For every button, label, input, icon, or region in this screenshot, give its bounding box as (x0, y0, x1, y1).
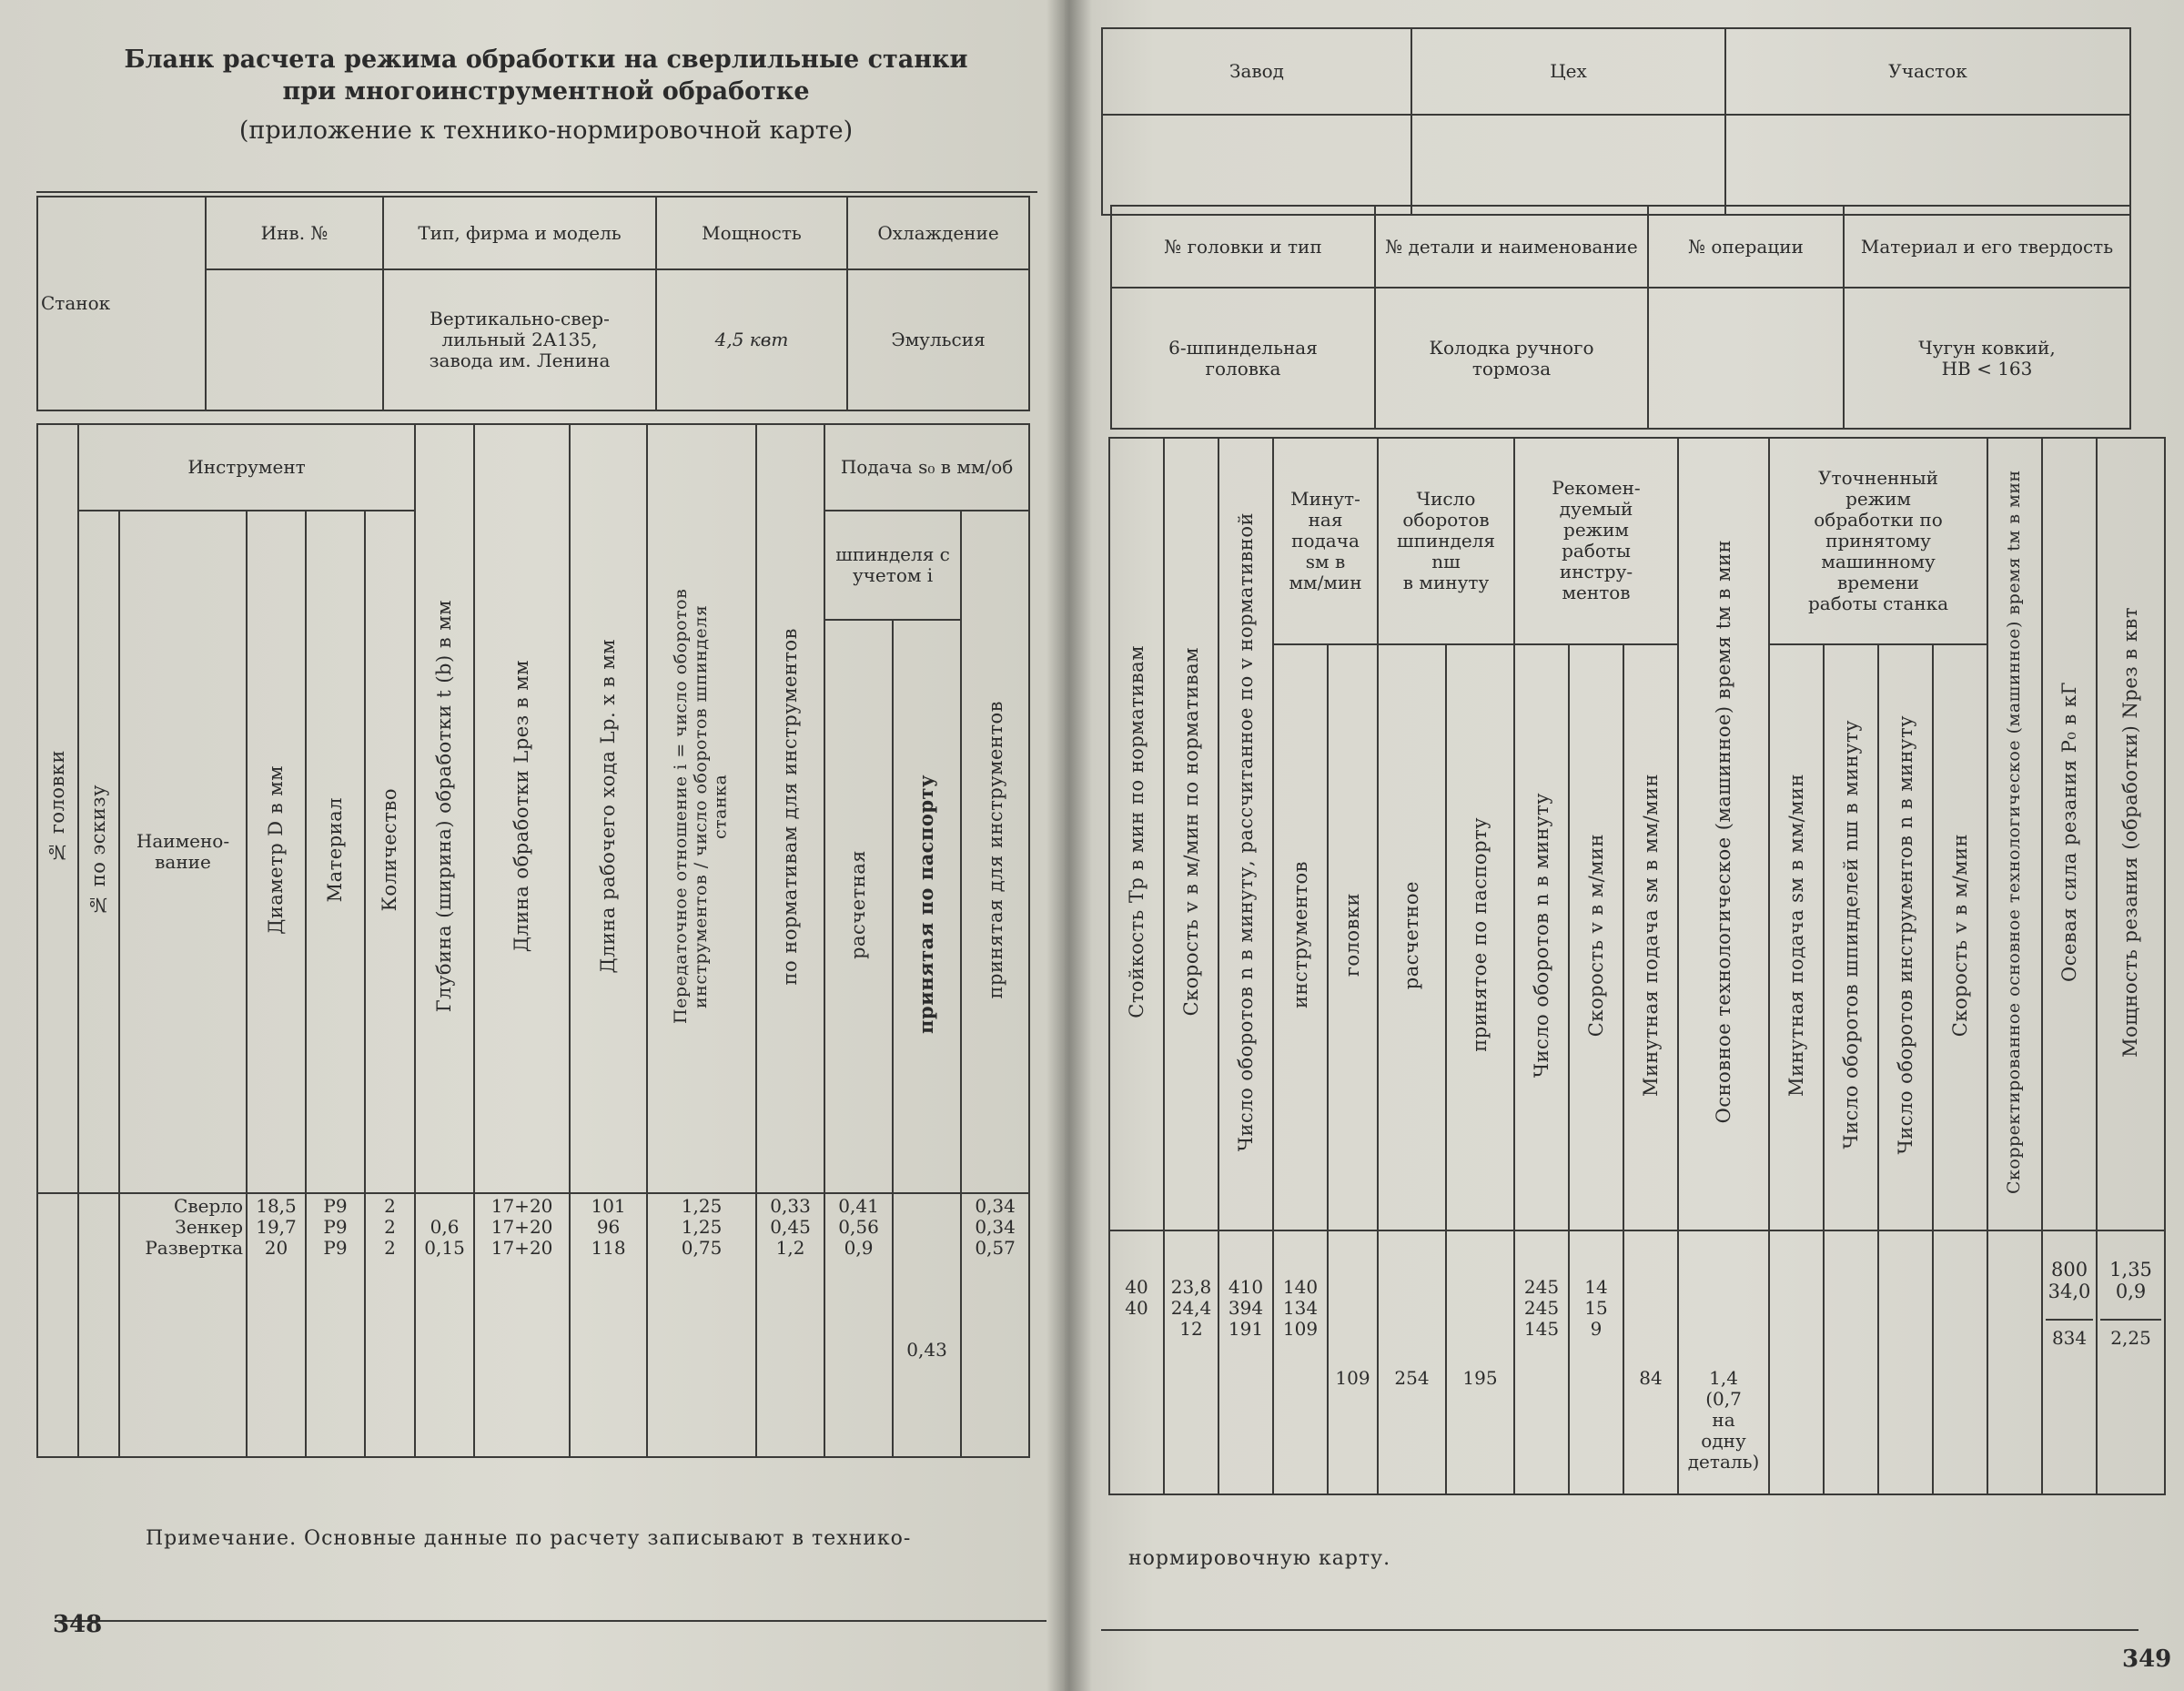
group-recommended: Рекомен- дуемый режим работы инстру- ментов (1514, 438, 1678, 644)
cell-rec-speed: 14 15 9 (1569, 1230, 1623, 1494)
col-l-cut: Длина обработки Lрез в мм (511, 660, 533, 953)
cell-material: Р9 Р9 Р9 (306, 1193, 365, 1457)
cell-rec-feed: 84 (1623, 1230, 1678, 1494)
divider (36, 191, 1037, 193)
col-sketch-no: № по эскизу (87, 784, 110, 916)
col-l-stroke: Длина рабочего хода Lр. х в мм (597, 639, 620, 974)
value-operation (1648, 288, 1844, 429)
right-page (1065, 0, 2184, 1691)
value-power: 4,5 квт (656, 269, 847, 410)
group-feed: Подача s₀ в мм/об (824, 424, 1029, 511)
col-feed-passport: принятая по паспорту (915, 775, 938, 1034)
note-text-cont: нормировочную карту. (1128, 1547, 1391, 1570)
col-rec-speed: Скорость v в м/мин (1584, 833, 1607, 1037)
form-title: Бланк расчета режима обработки на сверлильные станки при многоинструментной обработке (124, 46, 968, 106)
col-head-no: № головки (46, 750, 69, 863)
col-ref-feed: Минутная подача sм в мм/мин (1785, 773, 1807, 1097)
form-subtitle: (приложение к технико-нормировочной карте) (238, 116, 854, 145)
header-shop: Цех (1411, 28, 1725, 115)
header-plant: Завод (1102, 28, 1411, 115)
header-cooling: Охлаждение (847, 197, 1029, 269)
group-spindle-rpm: Число оборотов шпинделя nш в минуту (1378, 438, 1514, 644)
cell-speed-norm: 23,8 24,4 12 (1164, 1230, 1218, 1494)
cell-power-total: 2,25 (2100, 1319, 2161, 1349)
cell-feed-calc: 0,41 0,56 0,9 (824, 1193, 893, 1457)
cell-diameter: 18,5 19,7 20 (247, 1193, 306, 1457)
tool-table (36, 423, 1028, 1458)
group-minute-feed: Минут- ная подача sм в мм/мин (1273, 438, 1378, 644)
col-rpm-passport: принятое по паспорту (1469, 817, 1491, 1053)
header-power: Мощность (656, 197, 847, 269)
col-quantity: Количество (379, 787, 401, 912)
regime-table (1108, 437, 2152, 1495)
cell-ratio: 1,25 1,25 0,75 (647, 1193, 756, 1457)
col-name: Наимено- вание (119, 511, 247, 1193)
col-ref-tool-rpm: Число оборотов инструментов n в минуту (1894, 715, 1916, 1155)
header-inv-no: Инв. № (206, 197, 383, 269)
machine-row-label: Станок (37, 197, 206, 410)
note-text: Примечание. Основные данные по расчету записывают в технико- (146, 1527, 912, 1550)
cell-head-no (37, 1193, 78, 1457)
value-part: Колодка ручного тормоза (1375, 288, 1648, 429)
header-type-model: Тип, фирма и модель (383, 197, 656, 269)
col-rpm-calc: расчетное (1400, 880, 1423, 989)
machine-table (36, 196, 1028, 411)
value-inv-no (206, 269, 383, 410)
header-section: Участок (1725, 28, 2130, 115)
col-ratio: Передаточное отношение i = число оборотов инструментов / число оборотов шпинделя станка (671, 588, 731, 1025)
value-head-type: 6-шпиндельная головка (1111, 288, 1375, 429)
col-axial-force: Осевая сила резания P₀ в кГ (2058, 682, 2080, 982)
value-cooling: Эмульсия (847, 269, 1029, 410)
col-feed-norm: по нормативам для инструментов (779, 627, 802, 986)
group-tool: Инструмент (78, 424, 415, 511)
col-rpm-norm: Число оборотов n в минуту, рассчитанное по v нормативной (1234, 511, 1257, 1152)
col-speed-norm: Скорость v в м/мин по нормативам (1179, 647, 1202, 1017)
cell-axial-force-total: 834 (2046, 1319, 2093, 1349)
header-part: № детали и наименование (1375, 206, 1648, 288)
cell-rec-rpm: 245 245 145 (1514, 1230, 1569, 1494)
col-material: Материал (324, 796, 347, 903)
book-gutter (1046, 0, 1092, 1691)
page-number-left: 348 (53, 1611, 103, 1638)
cell-feed-tools: 140 134 109 (1273, 1230, 1328, 1494)
header-material: Материал и его твердость (1844, 206, 2130, 288)
cell-rpm-passport: 195 (1446, 1230, 1514, 1494)
header-operation: № операции (1648, 206, 1844, 288)
bottom-rule-right (1101, 1629, 2138, 1631)
col-corrected-time: Скорректированное основное технологическое (машинное) время tм в мин (2004, 470, 2025, 1194)
col-feed-head: головки (1341, 893, 1364, 977)
col-ref-spindle-rpm: Число оборотов шпинделей nш в минуту (1839, 720, 1862, 1150)
cell-feed-passport: 0,43 (893, 1193, 961, 1457)
cell-rpm-calc: 254 (1378, 1230, 1446, 1494)
col-feed-tools: инструментов (1289, 861, 1311, 1009)
cell-l-cut: 17+20 17+20 17+20 (474, 1193, 570, 1457)
plant-table (1101, 27, 2129, 216)
cell-feed-norm: 0,33 0,45 1,2 (756, 1193, 824, 1457)
col-rec-feed: Минутная подача sм в мм/мин (1639, 773, 1662, 1097)
group-spindle: шпинделя с учетом i (824, 511, 961, 620)
col-tool-life: Стойкость Tр в мин по нормативам (1125, 645, 1148, 1018)
cell-feed-head: 109 (1328, 1230, 1378, 1494)
value-type-model: Вертикально-свер- лильный 2А135, завода им. Ленина (383, 269, 656, 410)
col-power: Мощность резания (обработки) Nрез в квт (2119, 606, 2142, 1058)
cell-axial-force: 800 34,0 (2048, 1259, 2091, 1303)
bottom-rule (55, 1620, 1046, 1622)
col-machine-time: Основное технологическое (машинное) время tм в мин (1712, 540, 1734, 1124)
value-material: Чугун ковкий, HB < 163 (1844, 288, 2130, 429)
cell-quantity: 2 2 2 (365, 1193, 415, 1457)
group-refined: Уточненный режим обработки по принятому машинному времени работы станка (1769, 438, 1987, 644)
cell-name: Сверло Зенкер Развертка (119, 1193, 247, 1457)
cell-feed-tools: 0,34 0,34 0,57 (961, 1193, 1029, 1457)
cell-l-stroke: 101 96 118 (570, 1193, 647, 1457)
cell-rpm-norm: 410 394 191 (1218, 1230, 1273, 1494)
cell-sketch-no (78, 1193, 119, 1457)
header-head-type: № головки и тип (1111, 206, 1375, 288)
cell-depth: 0,6 0,15 (415, 1193, 474, 1457)
col-diameter: Диаметр D в мм (265, 764, 288, 935)
cell-power: 1,35 0,9 (2109, 1259, 2152, 1303)
cell-tool-life: 40 40 (1109, 1230, 1164, 1494)
col-feed-tools: принятая для инструментов (984, 700, 1006, 999)
col-depth: Глубина (ширина) обработки t (b) в мм (433, 600, 456, 1013)
left-page (0, 0, 1074, 1691)
col-rec-rpm: Число оборотов n в минуту (1530, 792, 1552, 1078)
part-table (1110, 205, 2129, 430)
cell-machine-time: 1,4 (0,7 на одну деталь) (1678, 1230, 1769, 1494)
page-number-right: 349 (2122, 1645, 2172, 1673)
col-feed-calc: расчетная (847, 849, 870, 959)
col-ref-speed: Скорость v в м/мин (1948, 833, 1971, 1037)
